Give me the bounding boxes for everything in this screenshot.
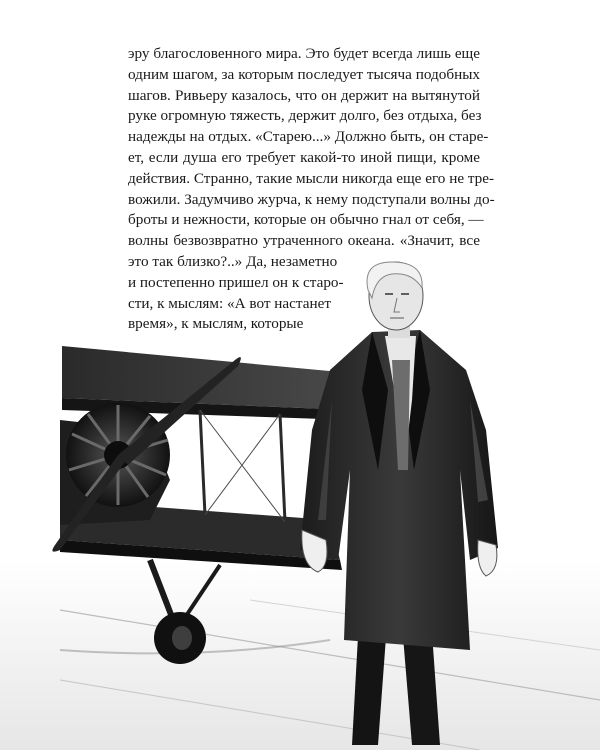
text-line: и постепенно пришел он к старо-: [128, 273, 344, 291]
text-line: действия. Странно, такие мысли никогда еще его не тре-: [128, 169, 495, 187]
text-line: ет, если душа его требует какой-то иной пищи, кроме: [128, 148, 480, 166]
text-line: шагов. Ривьеру казалось, что он держит на вытянутой: [128, 86, 480, 104]
text-line: руке огромную тяжесть, держит долго, без отдыха, без: [128, 107, 482, 125]
body-text: [128, 44, 495, 335]
text-line: эру благословенного мира. Это будет всегда лишь еще: [128, 45, 480, 62]
text-line: время», к мыслям, которые: [128, 315, 304, 333]
text-line: это так близко?..» Да, незаметно: [128, 252, 338, 270]
text-line: броты и нежности, которые он обычно гнал от себя, —: [128, 211, 484, 229]
text-line: одним шагом, за которым последует тысяча подобных: [128, 65, 480, 83]
text-line: надежды на отдых. «Старею...» Должно быть, он старе-: [128, 128, 489, 146]
ground: [0, 560, 600, 750]
text-line: вожили. Задумчиво журча, к нему подступали волны до-: [128, 190, 495, 208]
text-line: волны безвозвратно утраченного океана. «Значит, все: [128, 232, 480, 250]
text-line: сти, к мыслям: «А вот настанет: [128, 294, 331, 312]
